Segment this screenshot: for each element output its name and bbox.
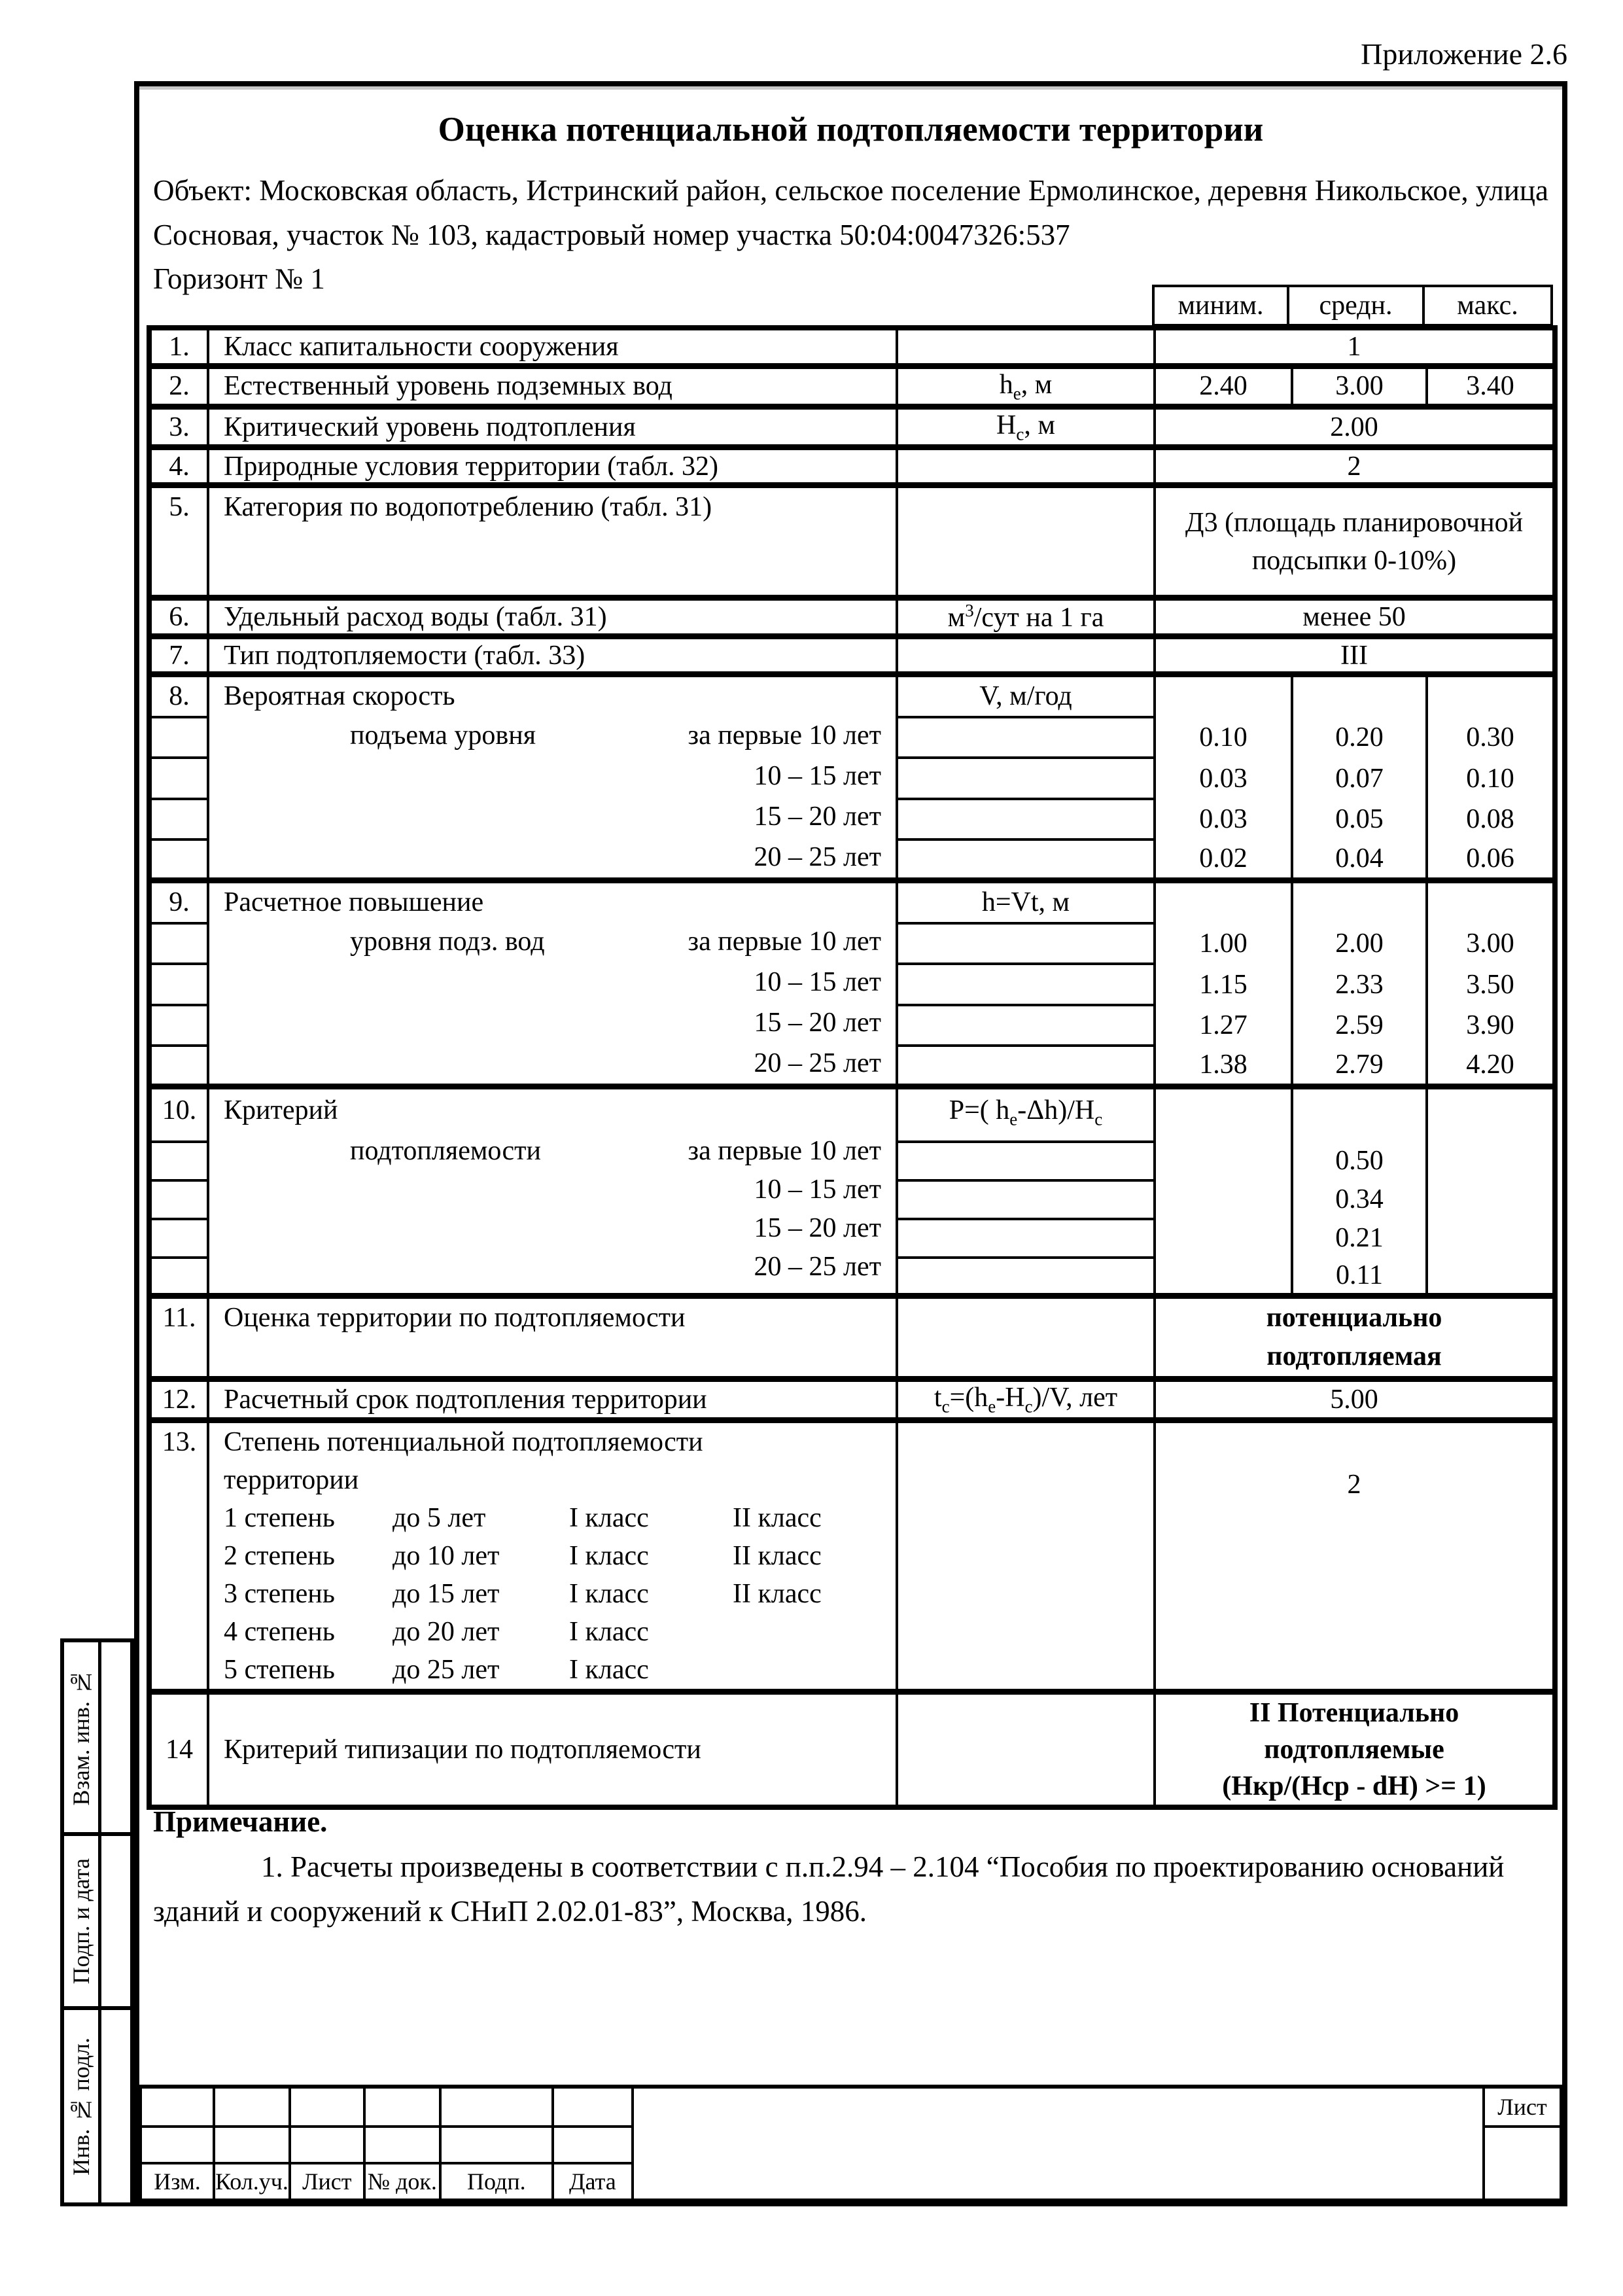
r10-sub1-formula <box>897 1142 1155 1180</box>
r7-num: 7. <box>149 637 208 675</box>
r1-formula <box>897 328 1155 366</box>
r6-desc: Удельный расход воды (табл. 31) <box>208 598 897 637</box>
r10-num: 10. <box>149 1087 208 1142</box>
r9-formula: h=Vt, м <box>897 881 1155 923</box>
sidebar-box-inv <box>60 2006 134 2206</box>
stamp-sheet-value <box>1484 2127 1561 2200</box>
r10-sub2-min <box>1155 1180 1292 1219</box>
r9-desc: Расчетное повышение уровня подз. вод за первые 10 лет 10 – 15 лет 15 – 20 лет 20 – 25 лет <box>208 881 897 1087</box>
r10-sub4-numbox <box>149 1258 208 1296</box>
r8-sub4-formula <box>897 839 1155 881</box>
appendix-label: Приложение 2.6 <box>1361 37 1567 71</box>
r10-sub1-numbox <box>149 1142 208 1180</box>
r10-min <box>1155 1087 1292 1142</box>
sidebar-empty-cell <box>101 1642 130 1832</box>
r1-value: 1 <box>1155 328 1555 366</box>
object-text: Объект: Московская область, Истринский район, сельское поселение Ермолинское, деревня Никольское, улица Сосновая, участок № 103, кадастровый номер участка 50:04:0047326:537 <box>153 174 1548 251</box>
r9-sub4-max: 4.20 <box>1427 1046 1555 1087</box>
assessment-table <box>147 325 1558 1810</box>
r10-sub3-numbox <box>149 1219 208 1258</box>
r9-avg <box>1292 881 1427 923</box>
stamp-col-podp: Подп. <box>440 2163 553 2200</box>
stamp-cell-empty <box>364 2127 440 2163</box>
r3-value: 2.00 <box>1155 406 1555 447</box>
r8-sub1-avg: 0.20 <box>1292 717 1427 758</box>
values-header <box>1152 285 1553 327</box>
stamp-cell-empty <box>440 2087 553 2127</box>
sidebar-empty-cell <box>101 2010 130 2202</box>
r10-sub2-avg: 0.34 <box>1292 1180 1427 1219</box>
r9-sub2-numbox <box>149 964 208 1004</box>
r10-sub4-formula <box>897 1258 1155 1296</box>
r10-sub3-min <box>1155 1219 1292 1258</box>
stamp-cell-empty <box>214 2087 290 2127</box>
r9-sub4-min: 1.38 <box>1155 1046 1292 1087</box>
r7-formula <box>897 637 1155 675</box>
sidebar-label-cell: Инв. № подл. <box>64 2010 101 2202</box>
r6-value: менее 50 <box>1155 598 1555 637</box>
sidebar-label-cell: Подп. и дата <box>64 1836 101 2006</box>
r2-avg: 3.00 <box>1292 366 1427 406</box>
page-title: Оценка потенциальной подтопляемости территории <box>438 111 1264 149</box>
r8-sub3-formula <box>897 799 1155 839</box>
r9-sub1-formula <box>897 923 1155 964</box>
stamp-cell-empty <box>141 2087 214 2127</box>
r9-sub4-formula <box>897 1046 1155 1087</box>
r9-sub1-min: 1.00 <box>1155 923 1292 964</box>
r12-num: 12. <box>149 1379 208 1420</box>
r6-num: 6. <box>149 598 208 637</box>
r8-sub1-min: 0.10 <box>1155 717 1292 758</box>
r2-min: 2.40 <box>1155 366 1292 406</box>
sidebar-empty-cell <box>101 1836 130 2006</box>
r9-sub2-min: 1.15 <box>1155 964 1292 1004</box>
r14-value: II Потенциально подтопляемые (Нкр/(Нср - dH) >= 1) <box>1155 1691 1555 1807</box>
r2-desc: Естественный уровень подземных вод <box>208 366 897 406</box>
r10-sub3-formula <box>897 1219 1155 1258</box>
stamp-cell-empty <box>364 2087 440 2127</box>
r10-formula: P=( $h_e-\Delta h)/H_c$ <box>897 1087 1155 1142</box>
r7-desc: Тип подтопляемости (табл. 33) <box>208 637 897 675</box>
r13-num: 13. <box>149 1420 208 1691</box>
r10-sub2-formula <box>897 1180 1155 1219</box>
notes-item: 1. Расчеты произведены в соответствии с п.п.2.94 – 2.104 “Пособия по проектированию оснований зданий и сооружений к СНиП 2.02.01-83”, Москва, 1986. <box>153 1850 1505 1928</box>
r9-sub2-avg: 2.33 <box>1292 964 1427 1004</box>
r10-desc: Критерий подтопляемости за первые 10 лет 10 – 15 лет 15 – 20 лет 20 – 25 лет <box>208 1087 897 1296</box>
r3-num: 3. <box>149 406 208 447</box>
stamp-col-izm: Изм. <box>141 2163 214 2200</box>
r8-min <box>1155 675 1292 717</box>
r8-sub2-numbox <box>149 758 208 798</box>
r10-sub4-min <box>1155 1258 1292 1296</box>
r8-sub2-max: 0.10 <box>1427 758 1555 798</box>
stamp-designation-area <box>633 2087 1484 2200</box>
r14-formula <box>897 1691 1155 1807</box>
r12-value: 5.00 <box>1155 1379 1555 1420</box>
r5-desc: Категория по водопотреблению (табл. 31) <box>208 486 897 598</box>
r10-sub3-avg: 0.21 <box>1292 1219 1427 1258</box>
r13-value: 2 <box>1155 1420 1555 1691</box>
r11-formula <box>897 1296 1155 1379</box>
r14-desc: Критерий типизации по подтопляемости <box>208 1691 897 1807</box>
r8-sub1-numbox <box>149 717 208 758</box>
r10-sub1-max <box>1427 1142 1555 1180</box>
r10-sub3-max <box>1427 1219 1555 1258</box>
r9-sub2-max: 3.50 <box>1427 964 1555 1004</box>
stamp-cell-empty <box>141 2127 214 2163</box>
r9-min <box>1155 881 1292 923</box>
sidebar-label-cell: Взам. инв. № <box>64 1642 101 1832</box>
r8-num: 8. <box>149 675 208 717</box>
r8-sub4-numbox <box>149 839 208 881</box>
r10-avg <box>1292 1087 1427 1142</box>
stamp-sheet-label: Лист <box>1484 2087 1561 2127</box>
sidebar-box-vzam <box>60 1638 134 1836</box>
horizon-text: Горизонт № 1 <box>153 262 325 295</box>
r6-formula: $м^3$/сут на 1 га <box>897 598 1155 637</box>
r9-sub4-numbox <box>149 1046 208 1087</box>
r9-sub3-numbox <box>149 1005 208 1046</box>
r9-sub3-max: 3.90 <box>1427 1005 1555 1046</box>
r8-sub3-numbox <box>149 799 208 839</box>
r10-sub1-min <box>1155 1142 1292 1180</box>
r3-formula: $H_c$, м <box>897 406 1155 447</box>
r12-formula: $t_c=(h_e-H_c)/V$, лет <box>897 1379 1155 1420</box>
r4-value: 2 <box>1155 448 1555 486</box>
r9-sub1-numbox <box>149 923 208 964</box>
r9-max <box>1427 881 1555 923</box>
r8-desc: Вероятная скорость подъема уровня за первые 10 лет 10 – 15 лет 15 – 20 лет 20 – 25 лет <box>208 675 897 881</box>
r9-num: 9. <box>149 881 208 923</box>
r2-formula: $h_e$, м <box>897 366 1155 406</box>
r5-formula <box>897 486 1155 598</box>
r11-desc: Оценка территории по подтопляемости <box>208 1296 897 1379</box>
r9-sub4-avg: 2.79 <box>1292 1046 1427 1087</box>
r8-sub4-min: 0.02 <box>1155 839 1292 881</box>
r10-sub4-avg: 0.11 <box>1292 1258 1427 1296</box>
r8-max <box>1427 675 1555 717</box>
r9-sub3-formula <box>897 1005 1155 1046</box>
header-min: миним. <box>1152 285 1289 327</box>
r8-avg <box>1292 675 1427 717</box>
r1-num: 1. <box>149 328 208 366</box>
r9-sub3-min: 1.27 <box>1155 1005 1292 1046</box>
stamp-cell-empty <box>553 2127 633 2163</box>
header-avg: средн. <box>1287 285 1425 327</box>
margin-stamp-column <box>60 1638 134 2206</box>
stamp-cell-empty <box>290 2087 364 2127</box>
stamp-col-koluch: Кол.уч. <box>214 2163 290 2200</box>
r10-sub4-max <box>1427 1258 1555 1296</box>
r11-num: 11. <box>149 1296 208 1379</box>
r13-formula <box>897 1420 1155 1691</box>
r8-sub2-min: 0.03 <box>1155 758 1292 798</box>
sidebar-box-podp <box>60 1832 134 2010</box>
r11-value: потенциально подтопляемая <box>1155 1296 1555 1379</box>
r9-sub1-avg: 2.00 <box>1292 923 1427 964</box>
r7-value: III <box>1155 637 1555 675</box>
r8-sub3-max: 0.08 <box>1427 799 1555 839</box>
r8-sub3-min: 0.03 <box>1155 799 1292 839</box>
r4-formula <box>897 448 1155 486</box>
r4-num: 4. <box>149 448 208 486</box>
r12-desc: Расчетный срок подтопления территории <box>208 1379 897 1420</box>
stamp-cell-empty <box>440 2127 553 2163</box>
r5-num: 5. <box>149 486 208 598</box>
r3-desc: Критический уровень подтопления <box>208 406 897 447</box>
stamp-cell-empty <box>290 2127 364 2163</box>
r8-sub1-max: 0.30 <box>1427 717 1555 758</box>
header-max: макс. <box>1422 285 1553 327</box>
r13-desc: Степень потенциальной подтопляемости территории 1 степень до 5 лет I класс II класс 2 степень до 10 лет I класс II класс 3 степень до 15 лет I класс II класс 4 степень до 20 лет I класс 5 степень до 25 лет I класс <box>208 1420 897 1691</box>
r1-desc: Класс капитальности сооружения <box>208 328 897 366</box>
stamp-col-data: Дата <box>553 2163 633 2200</box>
r5-value: Д3 (площадь планировочной подсыпки 0-10%) <box>1155 486 1555 598</box>
notes-section <box>153 1805 1553 1934</box>
r8-sub4-max: 0.06 <box>1427 839 1555 881</box>
stamp-cell-empty <box>214 2127 290 2163</box>
r8-sub2-formula <box>897 758 1155 798</box>
r8-sub3-avg: 0.05 <box>1292 799 1427 839</box>
r8-sub2-avg: 0.07 <box>1292 758 1427 798</box>
r10-sub2-numbox <box>149 1180 208 1219</box>
notes-heading: Примечание. <box>153 1805 328 1838</box>
stamp-col-dok: № док. <box>364 2163 440 2200</box>
r10-sub2-max <box>1427 1180 1555 1219</box>
r4-desc: Природные условия территории (табл. 32) <box>208 448 897 486</box>
object-description <box>153 169 1553 302</box>
r14-num: 14 <box>149 1691 208 1807</box>
r9-sub3-avg: 2.59 <box>1292 1005 1427 1046</box>
r8-sub4-avg: 0.04 <box>1292 839 1427 881</box>
r9-sub2-formula <box>897 964 1155 1004</box>
r8-sub1-formula <box>897 717 1155 758</box>
title-block <box>139 2085 1562 2201</box>
r2-max: 3.40 <box>1427 366 1555 406</box>
r8-formula: V, м/год <box>897 675 1155 717</box>
r10-max <box>1427 1087 1555 1142</box>
r9-sub1-max: 3.00 <box>1427 923 1555 964</box>
r10-sub1-avg: 0.50 <box>1292 1142 1427 1180</box>
stamp-col-list: Лист <box>290 2163 364 2200</box>
r2-num: 2. <box>149 366 208 406</box>
stamp-cell-empty <box>553 2087 633 2127</box>
